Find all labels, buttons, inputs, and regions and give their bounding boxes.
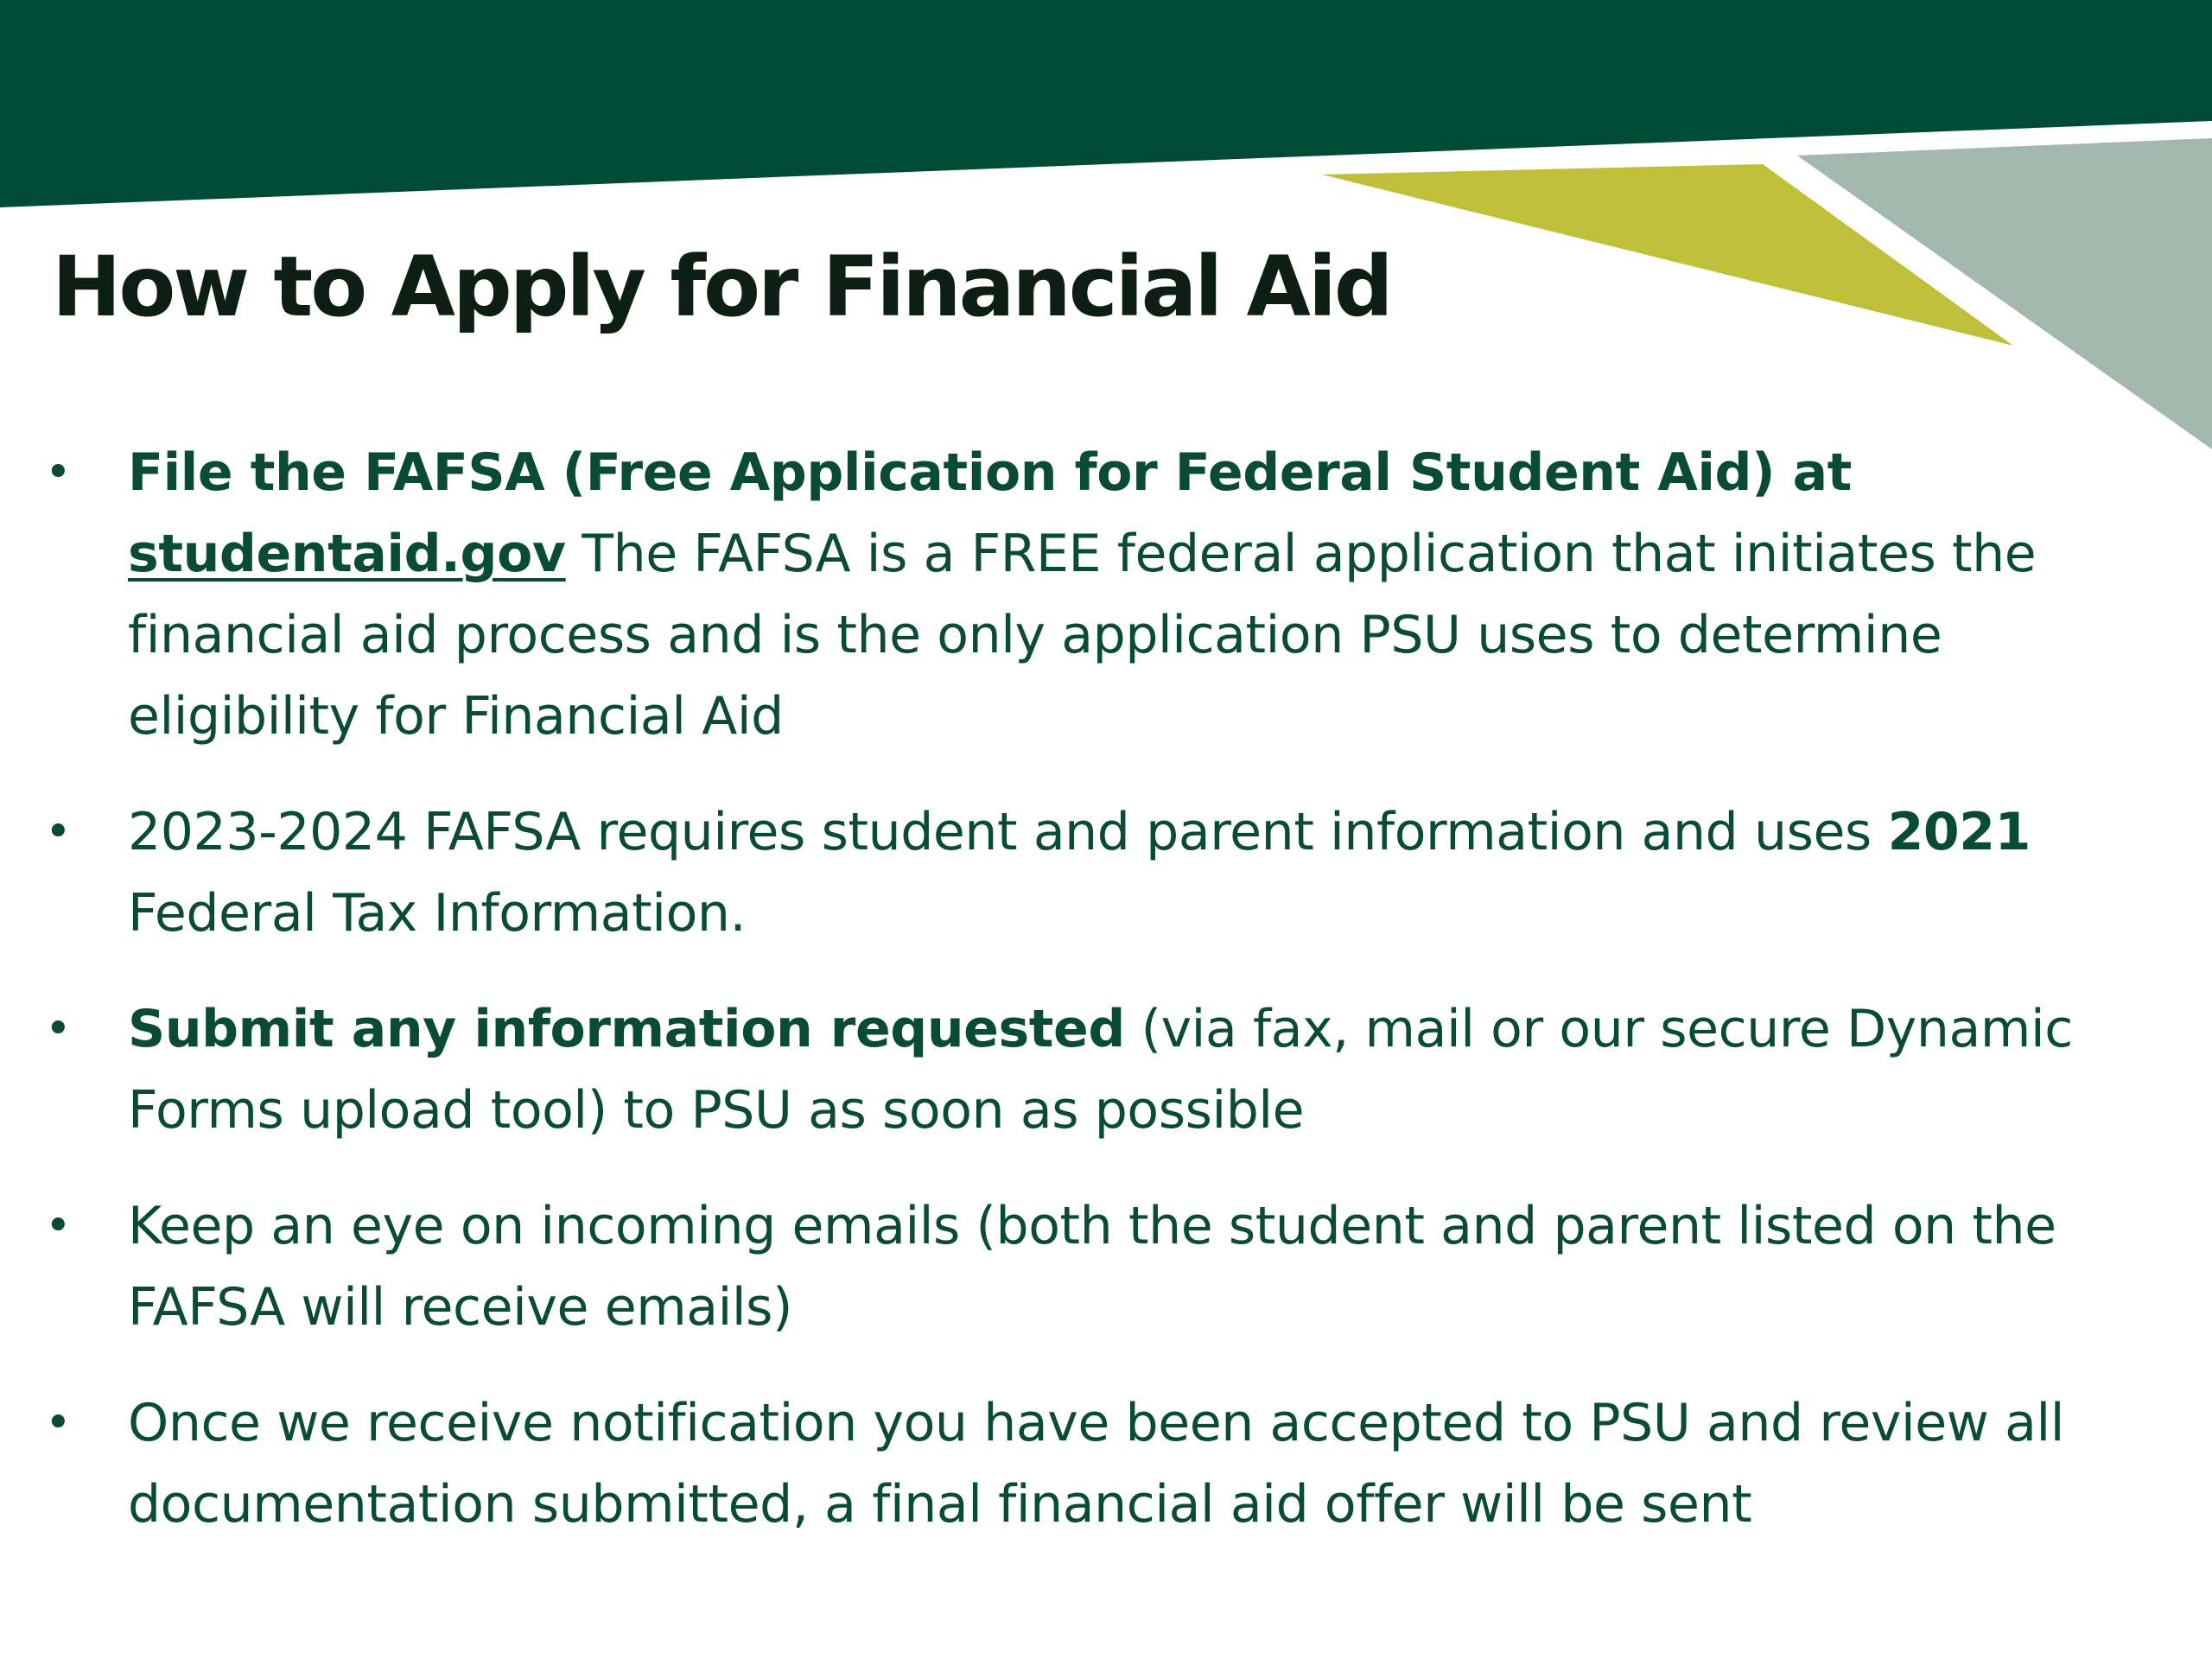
bullet-icon: • xyxy=(45,447,72,499)
bullet-icon: • xyxy=(45,1003,72,1055)
bullet-2-text-pre: 2023-2024 FAFSA requires student and parent information and uses xyxy=(128,802,1888,862)
bullet-icon: • xyxy=(45,806,72,858)
bullet-1-bold: File the FAFSA (Free Application for Federal Student Aid) at xyxy=(128,442,1852,503)
studentaid-link[interactable]: studentaid.gov xyxy=(128,524,566,584)
bullet-4-text: Keep an eye on incoming emails (both the student and parent listed on the FAFSA will receive emails) xyxy=(128,1196,2056,1338)
bullet-5-text: Once we receive notification you have been accepted to PSU and review all documentation submitted, a final financial aid offer will be sent xyxy=(128,1393,2064,1535)
bullet-icon: • xyxy=(45,1200,72,1252)
bullet-3-bold: Submit any information requested xyxy=(128,999,1125,1059)
bullet-list xyxy=(45,432,2153,1580)
list-item xyxy=(45,988,2153,1151)
bullet-1-text: The FAFSA is a FREE federal application that initiates the financial aid process and is the only application PSU uses to determine eligibility for Financial Aid xyxy=(128,524,2037,747)
bullet-3-text: (via fax, mail or our secure Dynamic Forms upload tool) to PSU as soon as possible xyxy=(128,999,2073,1141)
bullet-icon: • xyxy=(45,1397,72,1449)
bullet-2-bold: 2021 xyxy=(1887,802,2031,862)
list-item xyxy=(45,432,2153,757)
list-item xyxy=(45,791,2153,954)
list-item xyxy=(45,1382,2153,1545)
page-title: How to Apply for Financial Aid xyxy=(52,238,1391,335)
list-item xyxy=(45,1185,2153,1348)
bullet-2-text-post: Federal Tax Information. xyxy=(128,883,747,944)
